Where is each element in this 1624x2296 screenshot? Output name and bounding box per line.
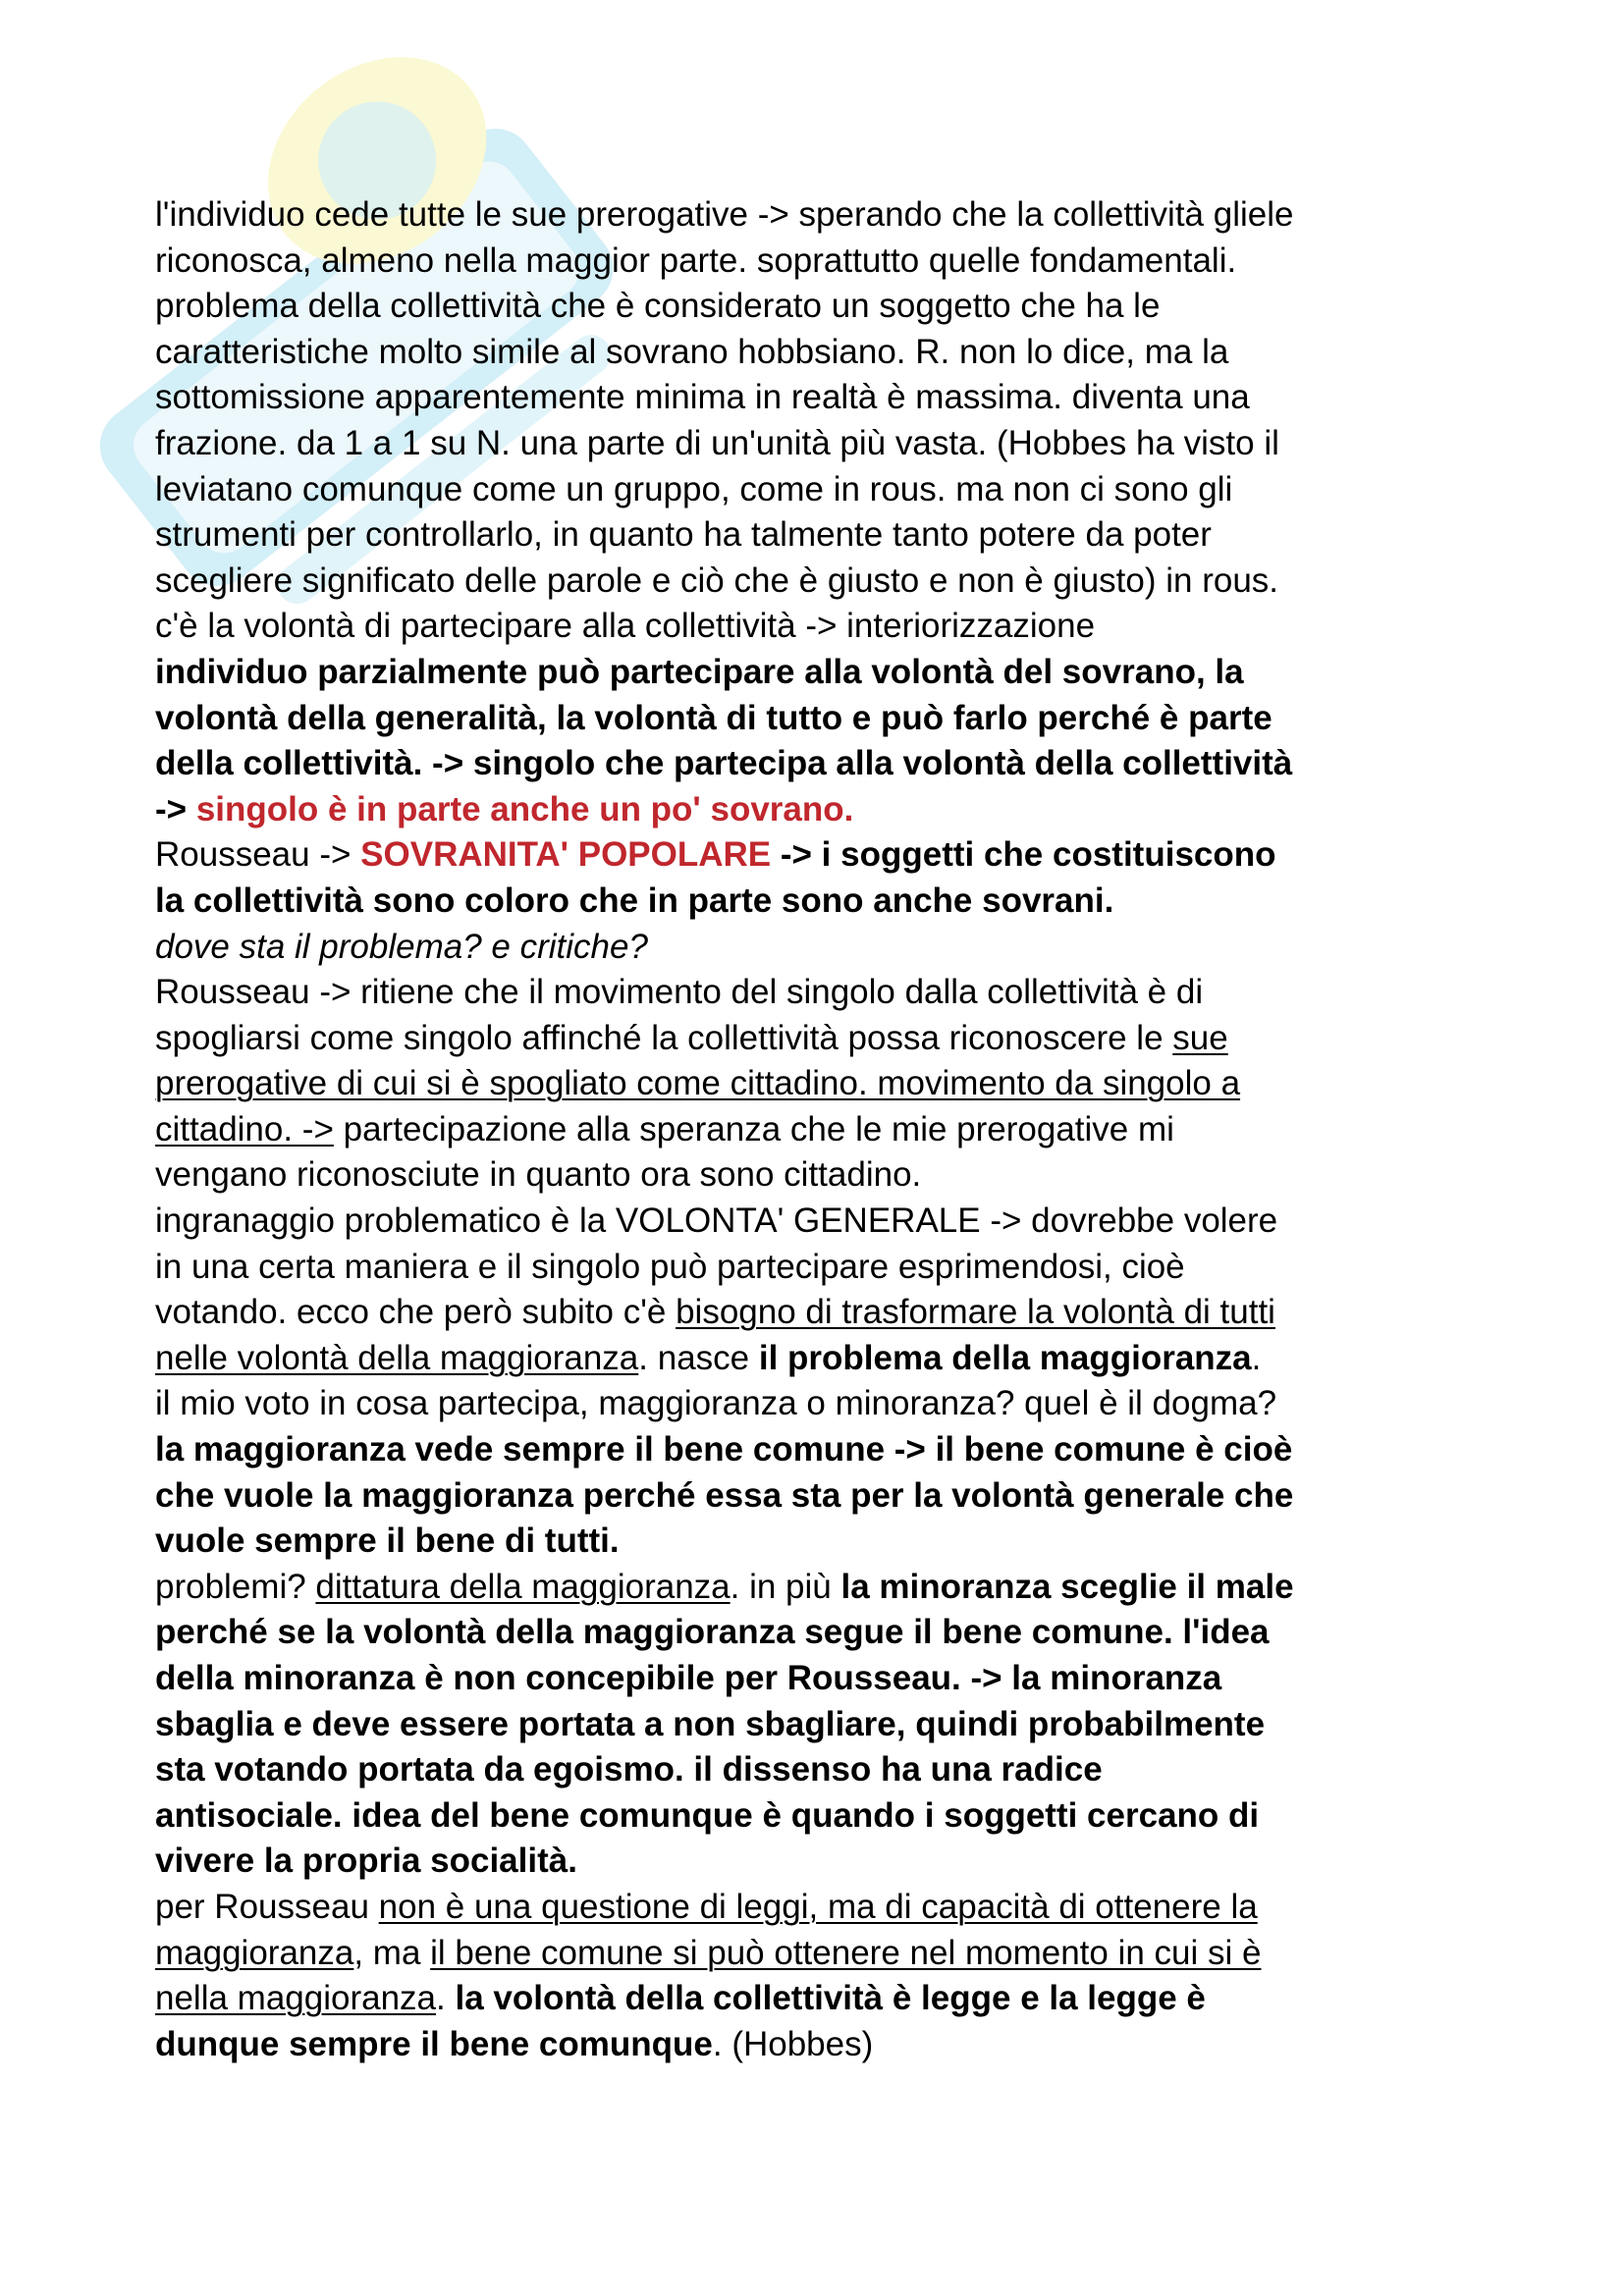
text-line <box>155 1381 1500 1427</box>
text-line <box>155 1152 1500 1199</box>
text-line <box>155 1290 1500 1336</box>
text-segment: strumenti per controllarlo, in quanto ha talmente tanto potere da poter <box>155 515 1212 555</box>
text-segment: Rousseau -> <box>155 835 361 875</box>
text-segment: vivere la propria socialità. <box>155 1842 577 1881</box>
text-line <box>155 650 1500 696</box>
text-segment: volontà della generalità, la volontà di tutto e può farlo perché è parte <box>155 698 1272 737</box>
text-segment: nella maggioranza <box>155 1979 437 2018</box>
text-line <box>155 512 1500 559</box>
text-segment: -> <box>155 789 196 828</box>
text-line <box>155 1839 1500 1885</box>
text-segment: . <box>436 1979 456 2018</box>
text-line <box>155 1245 1500 1291</box>
text-segment: caratteristiche molto simile al sovrano hobbsiano. R. non lo dice, ma la <box>155 332 1229 371</box>
text-line <box>155 1519 1500 1565</box>
text-line <box>155 604 1500 650</box>
document-body <box>155 192 1500 2067</box>
text-segment: dove sta il problema? e critiche? <box>155 927 648 966</box>
text-segment: della collettività. -> singolo che partecipa alla volontà della collettività <box>155 744 1293 783</box>
text-segment: bisogno di trasformare la volontà di tutti <box>676 1293 1275 1332</box>
text-segment: , ma <box>353 1933 431 1972</box>
text-segment: vengano riconosciute in quanto ora sono cittadino. <box>155 1155 922 1195</box>
text-segment: nelle volontà della maggioranza <box>155 1338 639 1377</box>
text-segment: . in più <box>730 1567 841 1606</box>
text-segment: -> i soggetti che costituiscono <box>771 835 1276 875</box>
text-line <box>155 1747 1500 1793</box>
text-segment: scegliere significato delle parole e ciò che è giusto e non è giusto) in rous. <box>155 561 1279 600</box>
text-line <box>155 832 1500 879</box>
text-segment: ingranaggio problematico è la VOLONTA' GENERALE -> dovrebbe volere <box>155 1201 1278 1241</box>
text-line <box>155 1793 1500 1840</box>
text-segment: dunque sempre il bene comunque <box>155 2024 713 2063</box>
text-line <box>155 1016 1500 1062</box>
text-segment: la volontà della collettività è legge e la legge è <box>455 1979 1206 2018</box>
text-segment: antisociale. idea del bene comunque è quando i soggetti cercano di <box>155 1795 1260 1835</box>
text-line <box>155 879 1500 925</box>
text-segment: spogliarsi come singolo affinché la collettività possa riconoscere le <box>155 1018 1173 1057</box>
text-segment: individuo parzialmente può partecipare alla volontà del sovrano, la <box>155 652 1244 691</box>
text-line <box>155 1199 1500 1245</box>
text-segment: singolo è in parte anche un po' sovrano. <box>195 789 854 828</box>
text-segment: sta votando portata da egoismo. il dissenso ha una radice <box>155 1750 1103 1789</box>
text-segment: riconosca, almeno nella maggior parte. soprattutto quelle fondamentali. <box>155 240 1237 280</box>
text-line <box>155 1702 1500 1748</box>
text-segment: la collettività sono coloro che in parte sono anche sovrani. <box>155 881 1114 920</box>
text-line <box>155 1336 1500 1382</box>
text-segment: la minoranza sceglie il male <box>840 1567 1294 1606</box>
text-line <box>155 559 1500 605</box>
text-segment: . nasce <box>638 1338 759 1377</box>
text-line <box>155 1931 1500 1977</box>
text-segment: vuole sempre il bene di tutti. <box>155 1522 620 1561</box>
text-line <box>155 421 1500 467</box>
text-segment: che vuole la maggioranza perché essa sta per la volontà generale che <box>155 1475 1294 1515</box>
text-segment: sue <box>1172 1018 1228 1057</box>
text-line <box>155 284 1500 330</box>
text-line <box>155 787 1500 833</box>
text-segment: SOVRANITA' POPOLARE <box>360 835 772 875</box>
text-line <box>155 1427 1500 1473</box>
text-segment: . (Hobbes) <box>712 2024 874 2063</box>
text-line <box>155 1610 1500 1656</box>
text-line <box>155 375 1500 421</box>
text-segment: in una certa maniera e il singolo può partecipare esprimendosi, cioè <box>155 1247 1185 1286</box>
text-segment: problemi? <box>155 1567 316 1606</box>
text-line <box>155 741 1500 787</box>
text-segment: sottomissione apparentemente minima in realtà è massima. diventa una <box>155 378 1250 417</box>
text-segment: perché se la volontà della maggioranza segue il bene comune. l'idea <box>155 1613 1270 1652</box>
text-segment: problema della collettività che è considerato un soggetto che ha le <box>155 287 1161 326</box>
text-line <box>155 1656 1500 1702</box>
text-segment: cittadino. -> <box>155 1109 334 1148</box>
text-segment: Rousseau -> ritiene che il movimento del singolo dalla collettività è di <box>155 973 1204 1012</box>
text-segment: prerogative di cui si è spogliato come cittadino. movimento da singolo a <box>155 1064 1241 1103</box>
text-segment: il problema della maggioranza <box>758 1338 1252 1377</box>
text-segment: . <box>1251 1338 1262 1377</box>
text-segment: c'è la volontà di partecipare alla collettività -> interiorizzazione <box>155 607 1096 646</box>
text-line <box>155 696 1500 742</box>
text-segment: della minoranza è non concepibile per Rousseau. -> la minoranza <box>155 1659 1222 1697</box>
text-line <box>155 925 1500 971</box>
text-segment: votando. ecco che però subito c'è <box>155 1293 677 1332</box>
text-segment: partecipazione alla speranza che le mie prerogative mi <box>333 1109 1174 1148</box>
text-segment: per Rousseau <box>155 1887 379 1926</box>
text-line <box>155 239 1500 285</box>
text-segment: la maggioranza vede sempre il bene comune -> il bene comune è cioè <box>155 1430 1293 1469</box>
text-segment: frazione. da 1 a 1 su N. una parte di un'unità più vasta. (Hobbes ha visto il <box>155 423 1279 462</box>
text-line <box>155 970 1500 1016</box>
text-segment: dittatura della maggioranza <box>315 1567 731 1606</box>
text-line <box>155 2022 1500 2068</box>
text-segment: sbaglia e deve essere portata a non sbagliare, quindi probabilmente <box>155 1704 1266 1743</box>
text-line <box>155 467 1500 513</box>
text-segment: il bene comune si può ottenere nel momento in cui si è <box>430 1933 1262 1972</box>
text-segment: maggioranza <box>155 1933 354 1972</box>
text-line <box>155 1473 1500 1520</box>
text-line <box>155 1107 1500 1153</box>
text-segment: non è una questione di leggi, ma di capacità di ottenere la <box>378 1887 1258 1926</box>
text-segment: l'individuo cede tutte le sue prerogative -> sperando che la collettività gliele <box>155 195 1294 234</box>
text-line <box>155 1976 1500 2022</box>
text-line <box>155 330 1500 376</box>
text-line <box>155 1061 1500 1107</box>
text-segment: il mio voto in cosa partecipa, maggioranza o minoranza? quel è il dogma? <box>155 1384 1277 1423</box>
text-line <box>155 1885 1500 1931</box>
text-segment: leviatano comunque come un gruppo, come in rous. ma non ci sono gli <box>155 469 1233 508</box>
text-line <box>155 192 1500 239</box>
text-line <box>155 1565 1500 1611</box>
